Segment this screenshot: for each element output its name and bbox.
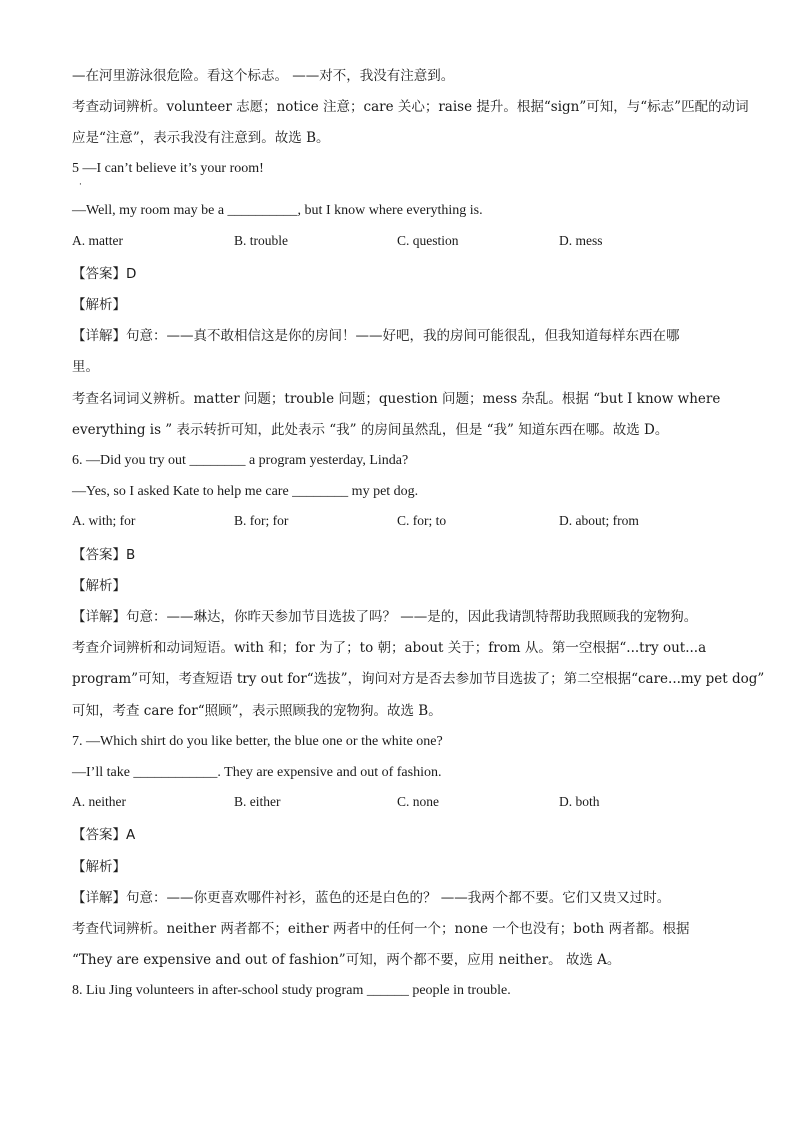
detail-line: 考查名词词义辨析。matter 问题；trouble 问题；question 问题；mess 杂乱。根据 “but I know where (72, 391, 721, 407)
answer-translation-line: —在河里游泳很危险。看这个标志。 ——对不，我没有注意到。 (72, 68, 455, 84)
question-5-options (72, 233, 732, 253)
option-a: A. matter (72, 233, 123, 248)
detail-line: 【详解】句意：——真不敢相信这是你的房间！——好吧，我的房间可能很乱，但我知道每样东西在哪 (72, 328, 680, 344)
detail-line: program”可知，考查短语 try out for“选拔”，询问对方是否去参加节目选拔了；第二空根据“care...my pet dog” (72, 671, 765, 687)
explanation-line: 应是“注意”，表示我没有注意到。故选 B。 (72, 130, 330, 146)
option-d: D. about; from (559, 513, 639, 528)
option-d: D. mess (559, 233, 603, 248)
question-6-options (72, 513, 732, 533)
detail-line: “They are expensive and out of fashion”可知，两个都不要，应用 neither。 故选 A。 (72, 952, 621, 968)
detail-line: 可知，考查 care for“照顾”，表示照顾我的宠物狗。故选 B。 (72, 703, 442, 719)
question-5-reply: —Well, my room may be a __________, but I know where everything is. (72, 203, 483, 218)
question-7-stem: 7. —Which shirt do you like better, the blue one or the white one? (72, 734, 443, 749)
question-5-stem: 5 —I can’t believe it’s your room! (72, 161, 264, 176)
option-a: A. neither (72, 794, 126, 809)
question-7-options (72, 794, 732, 814)
question-8-stem: 8. Liu Jing volunteers in after-school study program ______ people in trouble. (72, 983, 511, 998)
option-b: B. either (234, 794, 281, 809)
answer-label: 【答案】A (72, 827, 136, 843)
analysis-label: 【解析】 (72, 578, 126, 594)
answer-label: 【答案】B (72, 547, 136, 563)
stray-mark: · (79, 180, 82, 190)
question-7-reply: —I’ll take ____________. They are expensive and out of fashion. (72, 765, 442, 780)
option-b: B. trouble (234, 233, 288, 248)
analysis-label: 【解析】 (72, 297, 126, 313)
detail-line: 里。 (72, 359, 99, 375)
detail-line: 考查介词辨析和动词短语。with 和；for 为了；to 朝；about 关于；from 从。第一空根据“...try out...a (72, 640, 707, 656)
option-c: C. none (397, 794, 439, 809)
detail-line: 【详解】句意：——琳达，你昨天参加节目选拔了吗？ ——是的，因此我请凯特帮助我照顾我的宠物狗。 (72, 609, 698, 625)
question-6-reply: —Yes, so I asked Kate to help me care ________ my pet dog. (72, 484, 419, 499)
analysis-label: 【解析】 (72, 859, 126, 875)
detail-line: 【详解】句意：——你更喜欢哪件衬衫，蓝色的还是白色的？ ——我两个都不要。它们又贵又过时。 (72, 890, 671, 906)
detail-line: 考查代词辨析。neither 两者都不；either 两者中的任何一个；none 一个也没有；both 两者都。根据 (72, 921, 690, 937)
question-6-stem: 6. —Did you try out ________ a program yesterday, Linda? (72, 453, 409, 468)
detail-line: everything is ” 表示转折可知，此处表示 “我” 的房间虽然乱，但是 “我” 知道东西在哪。故选 D。 (72, 422, 669, 438)
option-a: A. with; for (72, 513, 136, 528)
answer-label: 【答案】D (72, 266, 137, 282)
explanation-line: 考查动词辨析。volunteer 志愿；notice 注意；care 关心；raise 提升。根据“sign”可知，与“标志”匹配的动词 (72, 99, 749, 115)
option-c: C. question (397, 233, 459, 248)
option-d: D. both (559, 794, 600, 809)
option-b: B. for; for (234, 513, 289, 528)
option-c: C. for; to (397, 513, 447, 528)
